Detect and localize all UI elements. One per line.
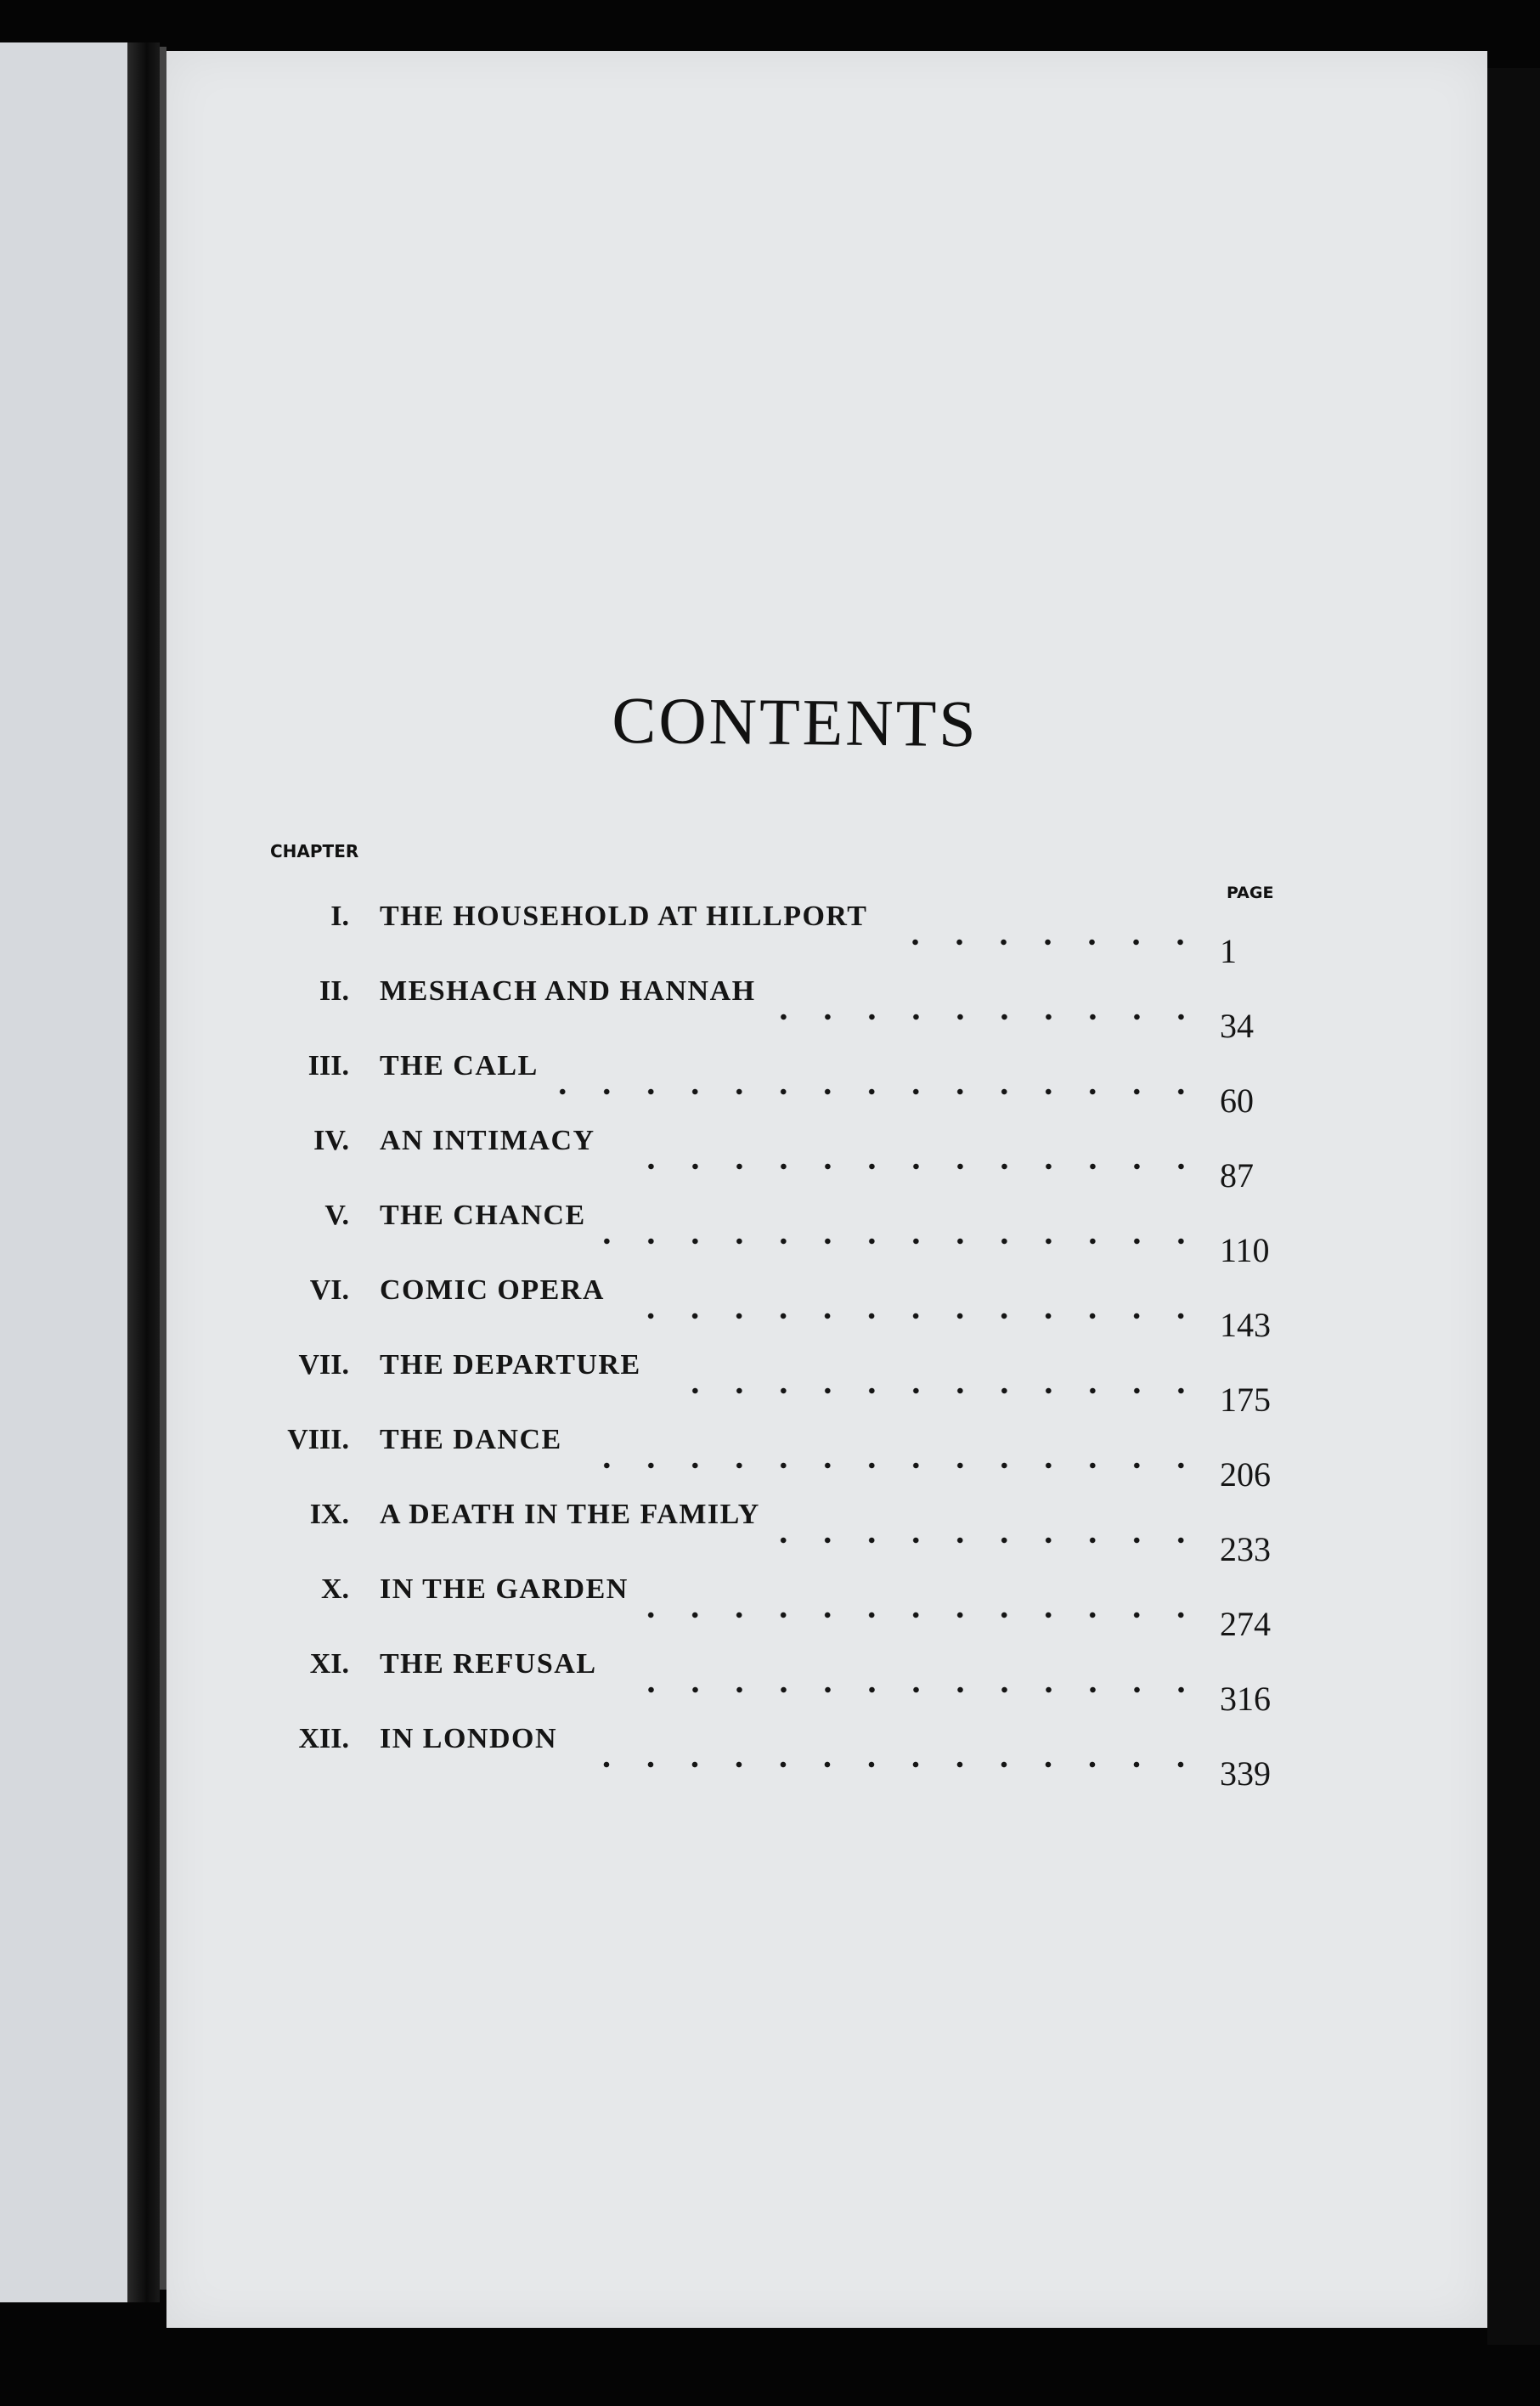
dot-leader: [777, 1536, 1203, 1545]
chapter-title: IN LONDON: [380, 1723, 558, 1754]
toc-entry: [268, 1499, 1288, 1573]
page-number: 110: [1220, 1231, 1270, 1269]
chapter-number: VI.: [309, 1274, 349, 1306]
toc-entry: [268, 1274, 1288, 1349]
table-of-contents: [268, 901, 1288, 1798]
page-number: 316: [1220, 1680, 1271, 1718]
spine-strip: [160, 47, 166, 2290]
toc-entry: [268, 1349, 1288, 1424]
dot-leader: [579, 1461, 1203, 1470]
chapter-number: I.: [330, 901, 349, 932]
page-number: 60: [1220, 1082, 1254, 1120]
page-number: 274: [1220, 1605, 1271, 1643]
chapter-title: AN INTIMACY: [380, 1125, 595, 1156]
page-number: 339: [1220, 1754, 1271, 1793]
chapter-number: VIII.: [287, 1424, 349, 1455]
toc-entry: [268, 1648, 1288, 1723]
dot-leader: [622, 1312, 1203, 1320]
chapter-number: V.: [324, 1200, 349, 1231]
chapter-number: XI.: [309, 1648, 349, 1680]
dot-leader: [773, 1013, 1203, 1021]
dot-leader: [884, 938, 1203, 946]
chapter-title: THE CALL: [380, 1050, 539, 1082]
scan-border: [1487, 68, 1540, 2345]
toc-entry: [268, 1200, 1288, 1274]
page-number: 233: [1220, 1530, 1271, 1568]
dot-leader: [612, 1162, 1203, 1171]
dot-leader: [646, 1611, 1203, 1619]
page-number: 87: [1220, 1156, 1254, 1195]
chapter-title: THE CHANCE: [380, 1200, 586, 1231]
chapter-column-label: CHAPTER: [270, 841, 359, 861]
toc-entry: [268, 1723, 1288, 1798]
chapter-number: II.: [319, 975, 349, 1007]
page-number: 143: [1220, 1306, 1271, 1344]
toc-entry: [268, 975, 1288, 1050]
chapter-number: III.: [307, 1050, 349, 1082]
chapter-number: XII.: [298, 1723, 349, 1754]
chapter-title: COMIC OPERA: [380, 1274, 605, 1306]
dot-leader: [658, 1387, 1203, 1395]
dot-leader: [574, 1760, 1203, 1769]
toc-entry: [268, 1125, 1288, 1200]
chapter-number: VII.: [298, 1349, 349, 1381]
page-number: 175: [1220, 1381, 1271, 1419]
toc-entry: [268, 1050, 1288, 1125]
chapter-number: IV.: [313, 1125, 349, 1156]
chapter-number: IX.: [309, 1499, 349, 1530]
dot-leader: [614, 1686, 1204, 1694]
dot-leader: [556, 1087, 1203, 1096]
gutter-shadow: [127, 42, 160, 2302]
chapter-number: X.: [320, 1573, 349, 1605]
toc-entry: [268, 1424, 1288, 1499]
toc-entry: [268, 901, 1288, 975]
page-column-label: PAGE: [1227, 884, 1274, 902]
chapter-title: THE DEPARTURE: [380, 1349, 641, 1381]
page-title: CONTENTS: [611, 682, 979, 761]
chapter-title: THE DANCE: [380, 1424, 562, 1455]
chapter-title: MESHACH AND HANNAH: [380, 975, 756, 1007]
contents-page: [166, 51, 1487, 2328]
toc-entry: [268, 1573, 1288, 1648]
dot-leader: [603, 1237, 1203, 1245]
page-number: 206: [1220, 1455, 1271, 1494]
chapter-title: THE REFUSAL: [380, 1648, 597, 1680]
facing-page-edge: [0, 42, 127, 2302]
page-number: 34: [1220, 1007, 1254, 1045]
chapter-title: IN THE GARDEN: [380, 1573, 629, 1605]
page-number: 1: [1220, 932, 1237, 970]
chapter-title: A DEATH IN THE FAMILY: [380, 1499, 760, 1530]
chapter-title: THE HOUSEHOLD AT HILLPORT: [380, 901, 868, 932]
